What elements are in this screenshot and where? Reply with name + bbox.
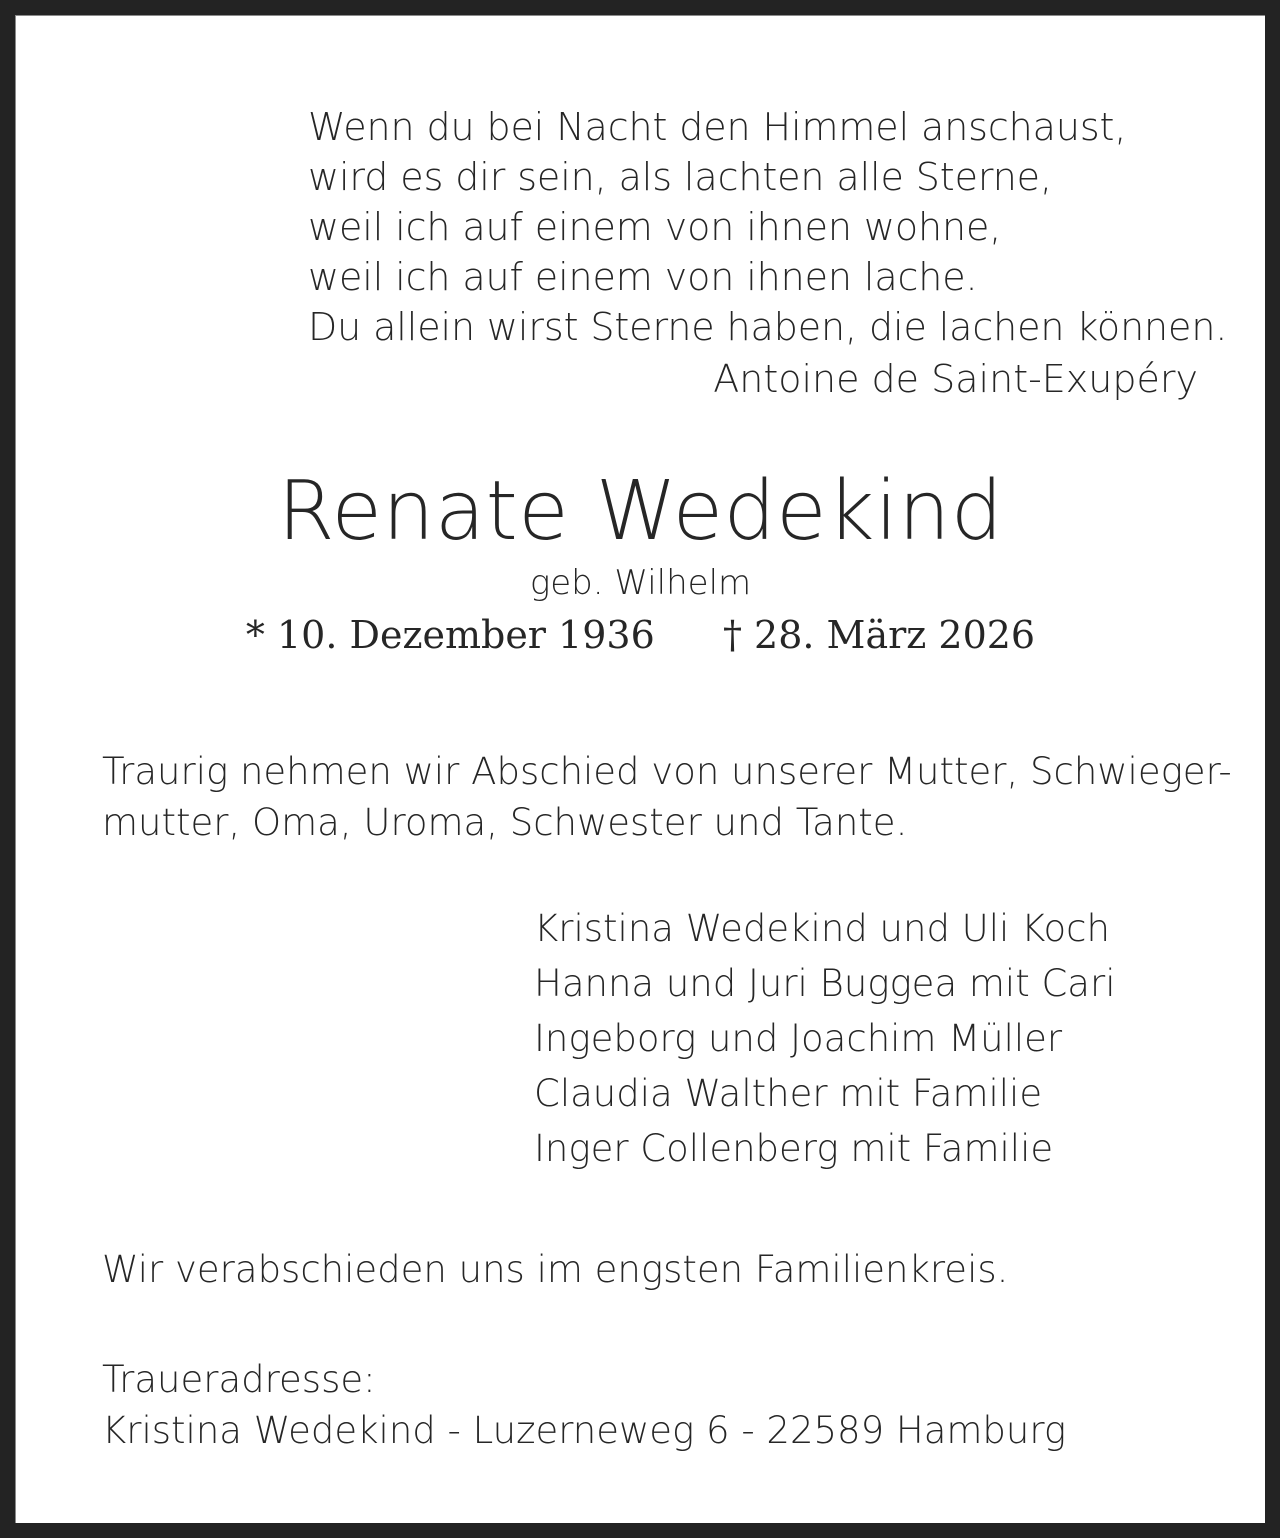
poem-line-1: Wenn du bei Nacht den Himmel anschaust, (308, 105, 1127, 149)
farewell-line-1: Traurig nehmen wir Abschied von unserer Mutter, Schwieger- (102, 750, 1232, 793)
birth-star-icon: * (245, 613, 265, 657)
address-block (102, 1354, 1222, 1456)
birth-date: 10. Dezember 1936 (276, 613, 655, 657)
death-cross-icon: † (722, 613, 742, 657)
poem-attribution: Antoine de Saint-Exupéry (713, 357, 1198, 401)
notice-inner-frame (15, 15, 1265, 1523)
survivor-line: Hanna und Juri Buggea mit Cari (534, 962, 1116, 1005)
address-label: Traueradresse: (102, 1358, 376, 1401)
poem-block (308, 102, 1228, 404)
poem-line-2: wird es dir sein, als lachten alle Sterne, (308, 155, 1052, 199)
poem-line-3: weil ich auf einem von ihnen wohne, (308, 205, 1002, 249)
address-line: Kristina Wedekind - Luzerneweg 6 - 22589 Hamburg (102, 1409, 1067, 1452)
survivors-block (534, 901, 1214, 1176)
farewell-line-2: mutter, Oma, Uroma, Schwester und Tante. (102, 801, 908, 844)
maiden-name: geb. Wilhelm (529, 563, 752, 603)
survivor-line: Kristina Wedekind und Uli Koch (534, 907, 1110, 950)
poem-line-4: weil ich auf einem von ihnen lache. (308, 255, 978, 299)
deceased-name: Renate Wedekind (277, 464, 1004, 559)
closing-line: Wir verabschieden uns im engsten Familienkreis. (102, 1248, 1009, 1291)
farewell-block (102, 746, 1232, 848)
survivor-line: Ingeborg und Joachim Müller (534, 1017, 1063, 1060)
death-date: 28. März 2026 (754, 613, 1036, 657)
survivor-line: Inger Collenberg mit Familie (534, 1127, 1054, 1170)
life-dates (16, 610, 1265, 660)
survivor-line: Claudia Walther mit Familie (534, 1072, 1043, 1115)
poem-line-5: Du allein wirst Sterne haben, die lachen können. (308, 305, 1228, 349)
deceased-name-block (16, 466, 1265, 660)
closing-block (102, 1244, 1222, 1295)
